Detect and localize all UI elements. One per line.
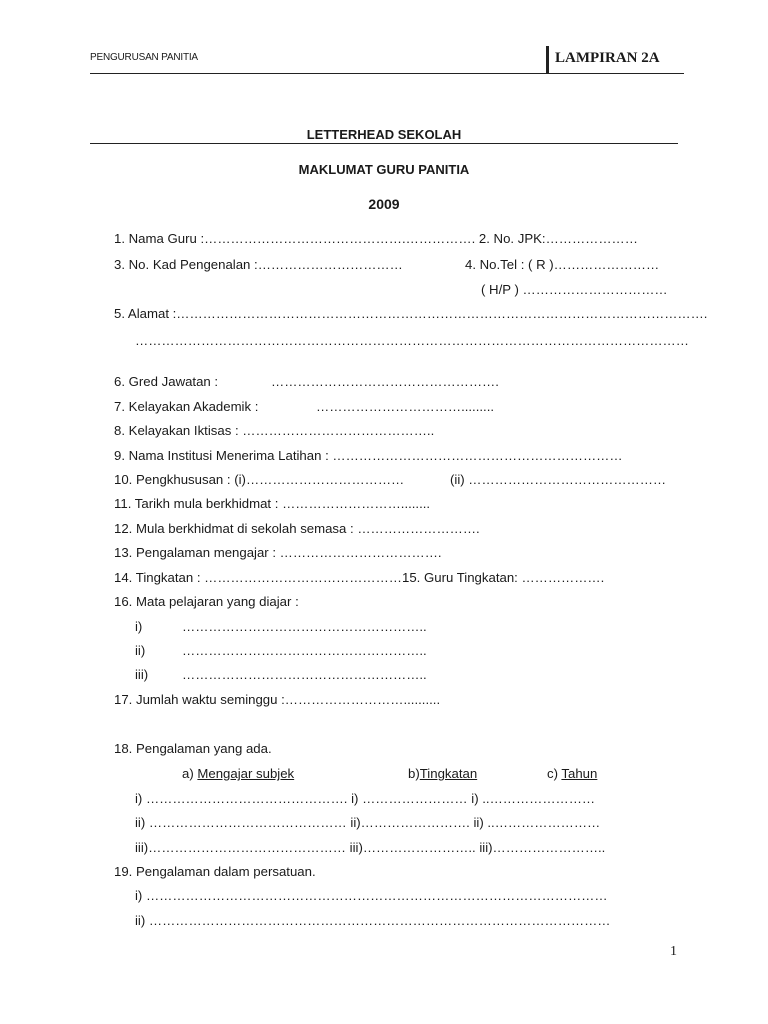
pengalaman-row-i: i) ………………………………………. i) …………………… i) ..…………………… — [135, 791, 596, 806]
mata-pelajaran-item-ii-dots: ……………………………………………….. — [182, 643, 427, 658]
persatuan-row-ii: ii) …………………………………………………………………………………………… — [135, 913, 611, 928]
mata-pelajaran-item-ii-num: ii) — [135, 643, 146, 658]
field-pengalaman-persatuan: 19. Pengalaman dalam persatuan. — [114, 864, 316, 879]
field-pengkhususan-i: 10. Pengkhususan : (i)……………………………… — [114, 472, 405, 487]
field-pengalaman-mengajar: 13. Pengalaman mengajar : ………………………………. — [114, 545, 442, 560]
field-mula-berkhidmat: 12. Mula berkhidmat di sekolah semasa : ………………………. — [114, 521, 480, 536]
pengalaman-row-ii: ii) ……………………………………… ii)……………………. ii) ..…………………… — [135, 815, 601, 830]
field-tingkatan: 14. Tingkatan : ………………………………………15. Guru Tingkatan: ………………. — [114, 570, 605, 585]
field-nama-institusi: 9. Nama Institusi Menerima Latihan : ………………………………………………………… — [114, 448, 623, 463]
field-alamat: 5. Alamat :…………………………………………………………………………………………………………. — [114, 306, 708, 321]
field-gred-jawatan-dots: ……………………………………………. — [271, 374, 499, 389]
field-kelayakan-akademik-label: 7. Kelayakan Akademik : — [114, 399, 259, 414]
field-pengalaman-ada: 18. Pengalaman yang ada. — [114, 741, 272, 756]
pengalaman-col-c: c) Tahun — [547, 766, 598, 781]
field-gred-jawatan-label: 6. Gred Jawatan : — [114, 374, 219, 389]
persatuan-row-i: i) …………………………………………………………………………………………… — [135, 888, 608, 903]
header-rule — [90, 73, 684, 74]
field-kad-pengenalan: 3. No. Kad Pengenalan :…………………………… — [114, 257, 403, 272]
letterhead-title: LETTERHEAD SEKOLAH — [306, 127, 462, 142]
header-right: LAMPIRAN 2A — [555, 50, 660, 66]
form-year: 2009 — [368, 196, 400, 212]
field-kelayakan-iktisas: 8. Kelayakan Iktisas : …………………………………….. — [114, 423, 435, 438]
letterhead-rule — [90, 143, 678, 144]
field-pengkhususan-ii: (ii) ……………………………………… — [450, 472, 667, 487]
mata-pelajaran-item-iii-dots: ……………………………………………….. — [182, 667, 427, 682]
field-nama-guru: 1. Nama Guru :……………………………………….……………. 2. No. JPK:………………… — [114, 231, 638, 246]
field-no-tel-hp: ( H/P ) …………………………… — [481, 282, 668, 297]
pengalaman-col-a: a) Mengajar subjek — [182, 766, 295, 781]
field-mata-pelajaran: 16. Mata pelajaran yang diajar : — [114, 594, 299, 609]
field-alamat-line2: ……………………………………………………………………………………………………………… — [135, 333, 689, 348]
field-kelayakan-akademik-dots: ……………………………......... — [316, 399, 495, 414]
field-tarikh-mula: 11. Tarikh mula berkhidmat : ………………………........ — [114, 496, 431, 511]
mata-pelajaran-item-i-dots: ……………………………………………….. — [182, 619, 427, 634]
header-left: PENGURUSAN PANITIA — [90, 52, 198, 63]
form-title: MAKLUMAT GURU PANITIA — [298, 162, 470, 177]
field-jumlah-waktu: 17. Jumlah waktu seminggu :……………………….......... — [114, 692, 441, 707]
pengalaman-row-iii: iii)……………………………………… iii)…………………….. iii)…………………….. — [135, 840, 606, 855]
mata-pelajaran-item-i-num: i) — [135, 619, 143, 634]
page-number: 1 — [670, 944, 677, 959]
pengalaman-col-b: b)Tingkatan — [408, 766, 478, 781]
mata-pelajaran-item-iii-num: iii) — [135, 667, 149, 682]
header-vertical-bar — [546, 46, 549, 74]
field-no-tel-r: 4. No.Tel : ( R )…………………… — [465, 257, 660, 272]
